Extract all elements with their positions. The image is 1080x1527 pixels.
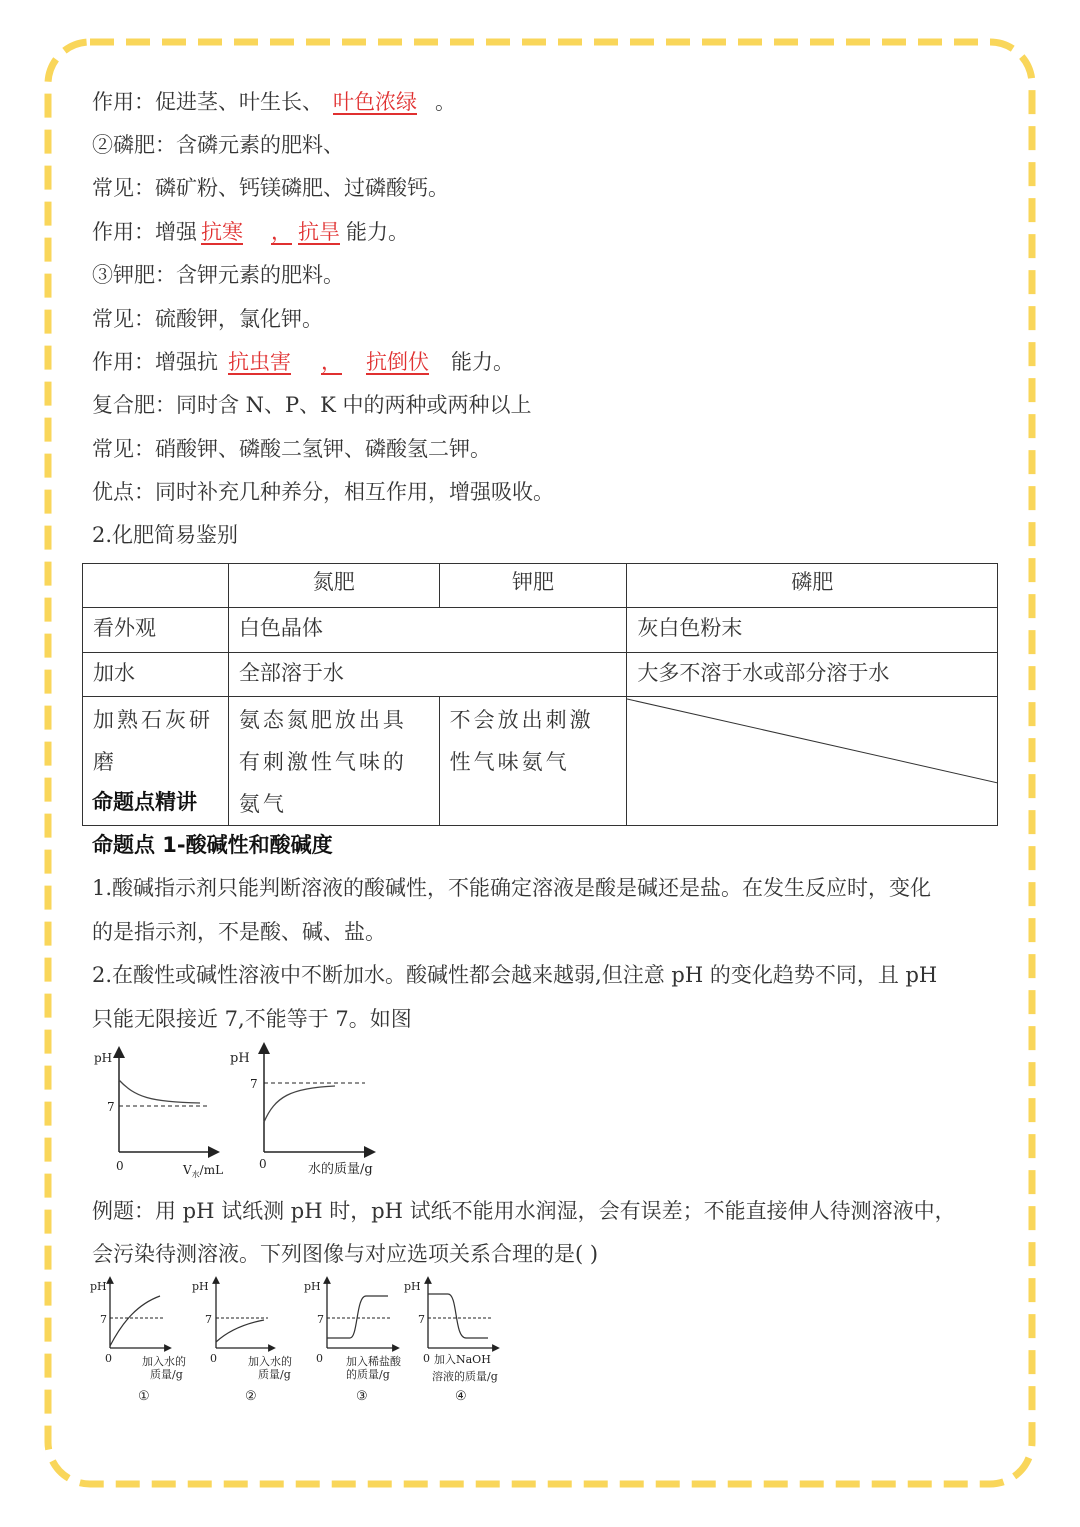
table-header-row	[83, 564, 998, 608]
diagonal-slash	[627, 697, 998, 785]
table-cell: 加熟石灰研磨	[83, 697, 229, 826]
paragraph-2b: 只能无限接近 7,不能等于 7。如图	[92, 1007, 412, 1031]
dilution-graphs	[90, 1042, 410, 1182]
section-title: 命题点精讲	[92, 790, 197, 814]
table-cell: 看外观	[83, 608, 229, 653]
graph2-zero: 0	[259, 1157, 267, 1171]
paragraph-1a: 1.酸碱指示剂只能判断溶液的酸碱性，不能确定溶液是酸是碱还是盐。在发生反应时，变化	[92, 876, 932, 900]
answer-lodging-resist: 抗倒伏	[366, 350, 429, 374]
fertilizer-identification-table	[82, 563, 998, 826]
opt1-x-label-2: 质量/g	[150, 1368, 183, 1381]
table-cell: 加水	[83, 653, 229, 697]
table-header-potassium: 钾肥	[439, 564, 627, 608]
opt3-y-label: pH	[304, 1280, 321, 1293]
option-graph-4	[404, 1280, 498, 1404]
opt1-seven: 7	[100, 1313, 107, 1326]
graph1-seven: 7	[107, 1100, 115, 1114]
table-header-empty	[83, 564, 229, 608]
opt2-x-label-2: 质量/g	[258, 1368, 291, 1381]
opt3-x-label-1: 加入稀盐酸	[346, 1355, 401, 1368]
answer-drought-resist: 抗旱	[298, 220, 340, 244]
graph2-seven: 7	[250, 1077, 258, 1091]
opt1-zero: 0	[105, 1352, 112, 1365]
phosphate-effect-line: 作用：增强 抗寒 ， 抗旱 能力。	[92, 220, 409, 244]
opt4-zero: 0	[423, 1352, 430, 1365]
graph1-x-label: $V_水/mL$	[183, 1163, 224, 1179]
option-graph-1	[90, 1280, 186, 1404]
opt1-x-label-1: 加入水的	[142, 1355, 186, 1368]
answer-cold-resist: 抗寒	[201, 220, 243, 244]
example-line-1: 例题：用 pH 试纸测 pH 时，pH 试纸不能用水润湿，会有误差；不能直接伸人待测溶液中，	[92, 1199, 956, 1223]
opt1-number: ①	[138, 1389, 150, 1404]
table-cell: 白色晶体	[228, 608, 627, 653]
table-cell: 全部溶于水	[228, 653, 627, 697]
opt4-x-label-1: 加入NaOH	[434, 1353, 491, 1366]
compound-advantage-line: 优点：同时补充几种养分，相互作用，增强吸收。	[92, 480, 554, 504]
opt3-seven: 7	[317, 1313, 324, 1326]
graph2-x-label: 水的质量/g	[308, 1162, 373, 1177]
answer-leaf-green: 叶色浓绿	[333, 90, 417, 114]
opt2-number: ②	[245, 1389, 257, 1404]
potash-common-line: 常见：硫酸钾，氯化钾。	[92, 307, 323, 331]
graph2-y-label: pH	[230, 1051, 250, 1066]
phosphate-def-line: ②磷肥：含磷元素的肥料、	[92, 133, 344, 157]
opt1-y-label: pH	[90, 1280, 107, 1293]
option-graphs	[88, 1276, 528, 1406]
table-cell-diagonal	[627, 697, 998, 826]
table-header-nitrogen: 氮肥	[228, 564, 439, 608]
opt2-x-label-1: 加入水的	[248, 1355, 292, 1368]
table-header-phosphate: 磷肥	[627, 564, 998, 608]
potash-effect-line: 作用：增强抗 抗虫害 ， 抗倒伏 能力。	[92, 350, 514, 374]
opt4-x-label-2: 溶液的质量/g	[432, 1370, 498, 1383]
nitrogen-effect-line: 作用：促进茎、叶生长、 叶色浓绿 。	[92, 90, 456, 114]
paragraph-2a: 2.在酸性或碱性溶液中不断加水。酸碱性都会越来越弱,但注意 pH 的变化趋势不同，且 pH	[92, 963, 938, 987]
identification-heading: 2.化肥简易鉴别	[92, 523, 239, 547]
graph-ph-increasing	[230, 1048, 373, 1177]
answer-insect-resist: 抗虫害	[228, 350, 291, 374]
graph-ph-decreasing	[94, 1051, 223, 1179]
table-row	[83, 653, 998, 697]
opt2-zero: 0	[210, 1352, 217, 1365]
example-line-2: 会污染待测溶液。下列图像与对应选项关系合理的是( )	[92, 1242, 599, 1266]
paragraph-1b: 的是指示剂，不是酸、碱、盐。	[92, 920, 386, 944]
opt4-y-label: pH	[404, 1280, 421, 1293]
compound-def-line: 复合肥：同时含 N、P、K 中的两种或两种以上	[92, 393, 532, 417]
opt3-zero: 0	[316, 1352, 323, 1365]
table-row	[83, 697, 998, 826]
table-cell: 不会放出刺激性气味氨气	[439, 697, 627, 826]
compound-common-line: 常见：硝酸钾、磷酸二氢钾、磷酸氢二钾。	[92, 437, 491, 461]
table-cell: 氨态氮肥放出具有刺激性气味的氨气	[228, 697, 439, 826]
phosphate-common-line: 常见：磷矿粉、钙镁磷肥、过磷酸钙。	[92, 176, 449, 200]
opt4-number: ④	[455, 1389, 467, 1404]
table-row	[83, 608, 998, 653]
section-subtitle: 命题点 1-酸碱性和酸碱度	[92, 833, 333, 857]
opt3-number: ③	[356, 1389, 368, 1404]
graph1-y-label: pH	[94, 1051, 113, 1065]
opt4-seven: 7	[418, 1313, 425, 1326]
potash-def-line: ③钾肥：含钾元素的肥料。	[92, 263, 344, 287]
graph1-zero: 0	[116, 1159, 124, 1173]
opt3-x-label-2: 的质量/g	[346, 1368, 390, 1381]
opt2-seven: 7	[205, 1313, 212, 1326]
opt2-y-label: pH	[192, 1280, 209, 1293]
option-graph-3	[304, 1280, 402, 1404]
table-cell: 大多不溶于水或部分溶于水	[627, 653, 998, 697]
option-graph-2	[192, 1280, 292, 1404]
table-cell: 灰白色粉末	[627, 608, 998, 653]
